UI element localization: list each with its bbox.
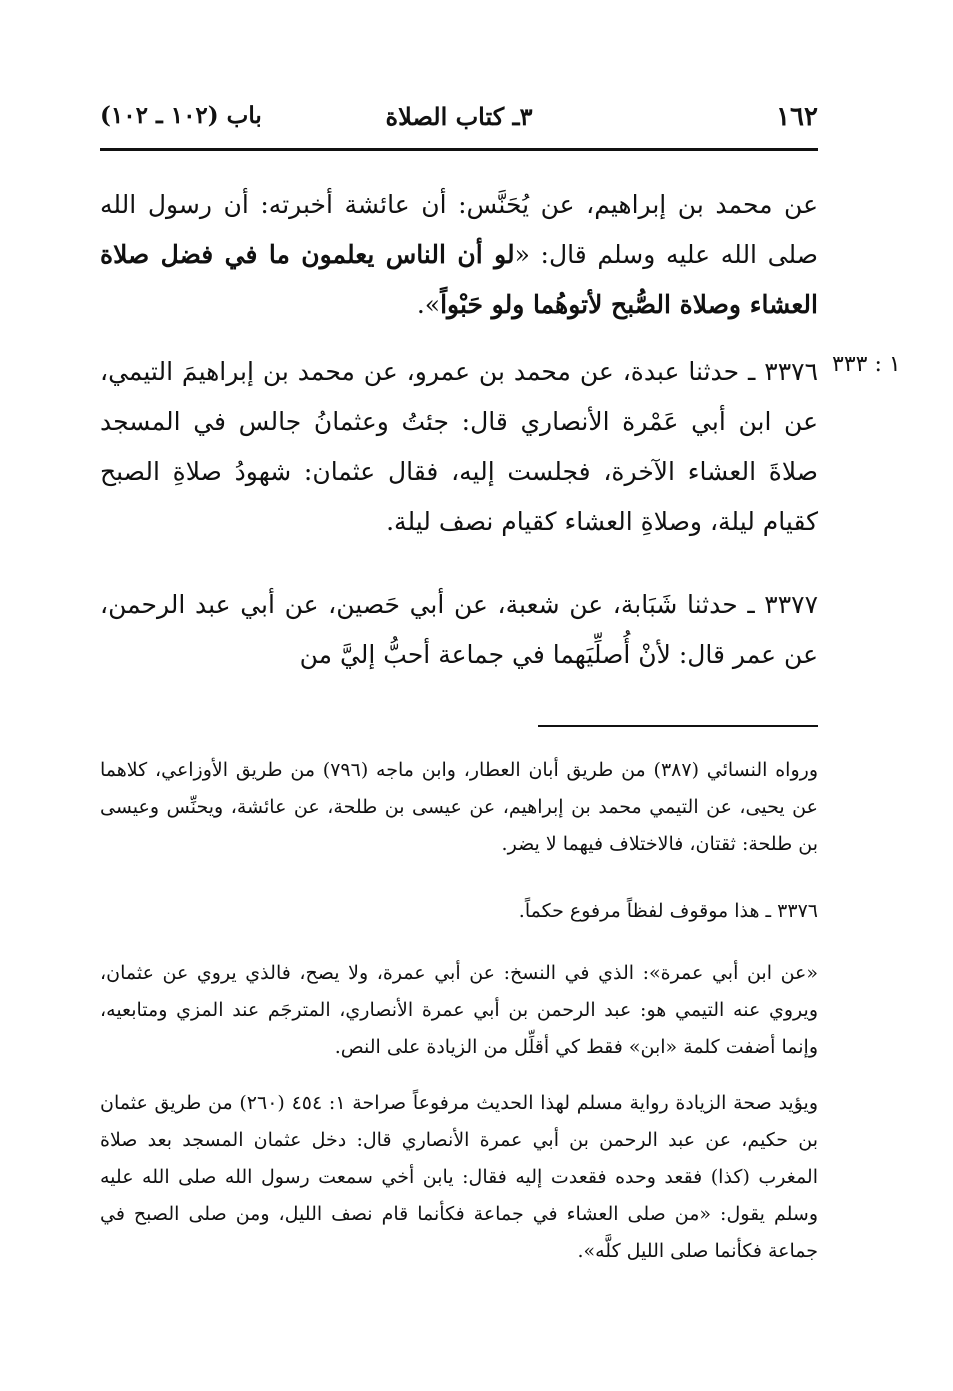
footnote-3: «عن ابن أبي عمرة»: الذي في النسخ: عن أبي عمرة، ولا يصح، فالذي يروي عن عثمان، ويروي عنه التيمي هو: عبد الرحمن بن أبي عمرة الأنصاري، المترجَم عند المزي ومتابعيه، وإنما أضفت كلمة «ابن» فقط كي أقلِّل من الزيادة على النص.	[100, 962, 818, 1058]
footnote-4: ويؤيد صحة الزيادة رواية مسلم لهذا الحديث مرفوعاً صراحة ١: ٤٥٤ (٢٦٠) من طريق عثمان بن حكيم، عن عبد الرحمن بن أبي عمرة الأنصاري قال: دخل عثمان المسجد بعد صلاة المغرب (كذا) فقعد وحده فقعدت إليه فقال: يابن أخي سمعت رسول الله صلى الله عليه وسلم يقول: «من صلى العشاء في جماعة فكأنما قام نصف الليل، ومن صلى الصبح في جماعة فكأنما صلى الليل كلَّه».	[100, 1092, 818, 1262]
footnote-2: ٣٣٧٦ ـ هذا موقوف لفظاً مرفوع حكماً.	[518, 900, 818, 922]
page-number: ١٦٢	[776, 102, 818, 132]
margin-reference: ١ : ٣٣٣	[832, 352, 901, 377]
p1-text: عن محمد بن إبراهيم، عن يُحَنَّس: أن عائشة أخبرته: أن رسول الله صلى الله عليه وسلم قال: «	[100, 190, 819, 269]
running-header	[100, 100, 818, 140]
book-title: ٣ـ كتاب الصلاة	[385, 102, 533, 131]
header-rule	[100, 148, 818, 151]
p1-end: ».	[416, 290, 441, 319]
hadith-3377: ٣٣٧٧ ـ حدثنا شَبَابة، عن شعبة، عن أبي حَصين، عن أبي عبد الرحمن، عن عمر قال: لأنْ أُصلِّيَهما في جماعة أحبُّ إليَّ من	[100, 590, 818, 669]
p1-quote-bold: لو أن الناس يعلمون ما في فضل صلاة العشاء وصلاة الصُّبح لأتوهُما ولو حَبْواً	[100, 240, 818, 319]
footnote-1: ورواه النسائي (٣٨٧) من طريق أبان العطار، وابن ماجه (٧٩٦) من طريق الأوزاعي، كلاهما عن يحيى، عن التيمي محمد بن إبراهيم، عن عيسى بن طلحة، عن عائشة، ويحنِّس وعيسى بن طلحة: ثقتان، فالاختلاف فيهما لا يضر.	[100, 759, 818, 855]
hadith-3376: ٣٣٧٦ ـ حدثنا عبدة، عن محمد بن عمرو، عن محمد بن إبراهيمَ التيمي، عن ابن أبي عَمْرة الأنصاري قال: جئتُ وعثمانُ جالس في المسجد صلاةَ العشاء الآخرة، فجلست إليه، فقال عثمان: شهودُ صلاةِ الصبح كقيام ليلة، وصلاةِ العشاء كقيام نصف ليلة.	[100, 357, 818, 536]
footnote-rule	[538, 725, 818, 727]
chapter-range: باب (١٠٢ ـ ١٠٢)	[100, 102, 262, 129]
hadith-continuation	[100, 180, 818, 330]
